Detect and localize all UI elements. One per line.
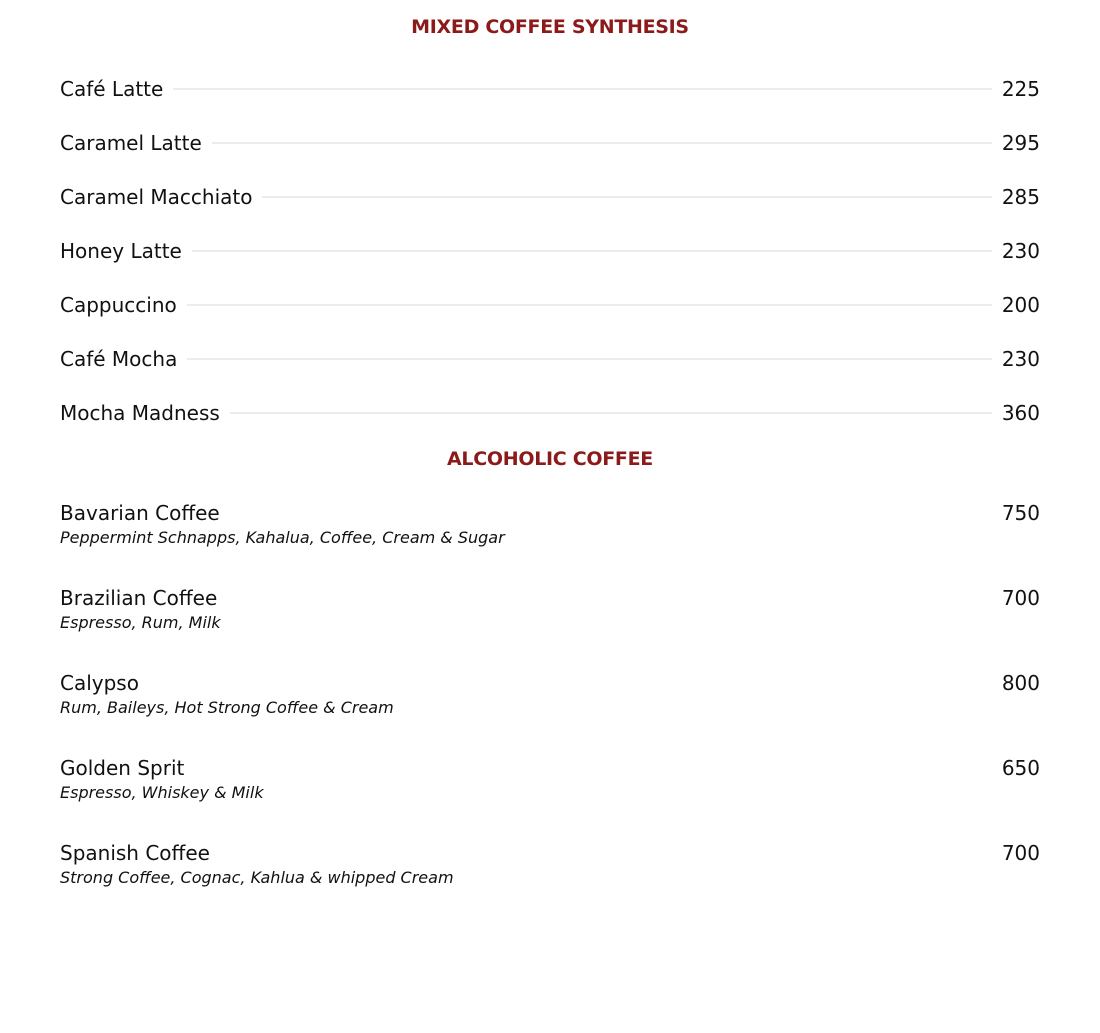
menu-item xyxy=(60,834,1040,919)
section-title-mixed-coffee: MIXED COFFEE SYNTHESIS xyxy=(411,16,689,38)
menu-item-name: Calypso xyxy=(60,671,139,695)
menu-item-price: 360 xyxy=(1001,401,1040,425)
menu-item-price: 295 xyxy=(1001,131,1040,155)
menu-item xyxy=(60,664,1040,749)
menu-item-price: 225 xyxy=(1001,77,1040,101)
menu-item-name: Cappuccino xyxy=(60,293,177,317)
alcoholic-coffee-list xyxy=(60,494,1040,919)
leader-line xyxy=(212,142,992,144)
menu-item-name: Honey Latte xyxy=(60,239,182,263)
menu-item-price: 800 xyxy=(1001,671,1040,695)
menu-item xyxy=(60,579,1040,664)
menu-item xyxy=(60,494,1040,579)
section-title-alcoholic-coffee: ALCOHOLIC COFFEE xyxy=(447,448,653,470)
menu-item xyxy=(60,116,1040,170)
menu-item xyxy=(60,749,1040,834)
menu-item-price: 700 xyxy=(1001,841,1040,865)
menu-item-price: 750 xyxy=(1001,501,1040,525)
menu-item-description: Peppermint Schnapps, Kahalua, Coffee, Cream & Sugar xyxy=(60,528,505,547)
menu-item-name: Café Mocha xyxy=(60,347,178,371)
menu-item-price: 200 xyxy=(1001,293,1040,317)
menu-item xyxy=(60,278,1040,332)
menu-item xyxy=(60,62,1040,116)
leader-line xyxy=(192,250,992,252)
menu-item-price: 230 xyxy=(1001,239,1040,263)
menu-item-name: Brazilian Coffee xyxy=(60,586,218,610)
menu-item-price: 700 xyxy=(1001,586,1040,610)
menu-item xyxy=(60,170,1040,224)
mixed-coffee-list xyxy=(60,62,1040,440)
menu-item xyxy=(60,224,1040,278)
menu-item-name: Caramel Macchiato xyxy=(60,185,253,209)
menu-item-name: Mocha Madness xyxy=(60,401,220,425)
menu-item-name: Golden Sprit xyxy=(60,756,185,780)
leader-line xyxy=(187,358,991,360)
menu-item-price: 285 xyxy=(1001,185,1040,209)
menu-item xyxy=(60,332,1040,386)
menu-item-description: Rum, Baileys, Hot Strong Coffee & Cream xyxy=(60,698,394,717)
menu-item-name: Café Latte xyxy=(60,77,164,101)
menu-item xyxy=(60,386,1040,440)
menu-item-price: 650 xyxy=(1001,756,1040,780)
leader-line xyxy=(262,196,991,198)
leader-line xyxy=(230,412,992,414)
menu-item-name: Spanish Coffee xyxy=(60,841,210,865)
menu-item-name: Caramel Latte xyxy=(60,131,202,155)
menu-item-description: Espresso, Rum, Milk xyxy=(60,613,221,632)
menu-item-price: 230 xyxy=(1001,347,1040,371)
menu-item-description: Espresso, Whiskey & Milk xyxy=(60,783,264,802)
menu-item-description: Strong Coffee, Cognac, Kahlua & whipped Cream xyxy=(60,868,454,887)
menu-item-name: Bavarian Coffee xyxy=(60,501,220,525)
leader-line xyxy=(187,304,992,306)
leader-line xyxy=(173,88,992,90)
